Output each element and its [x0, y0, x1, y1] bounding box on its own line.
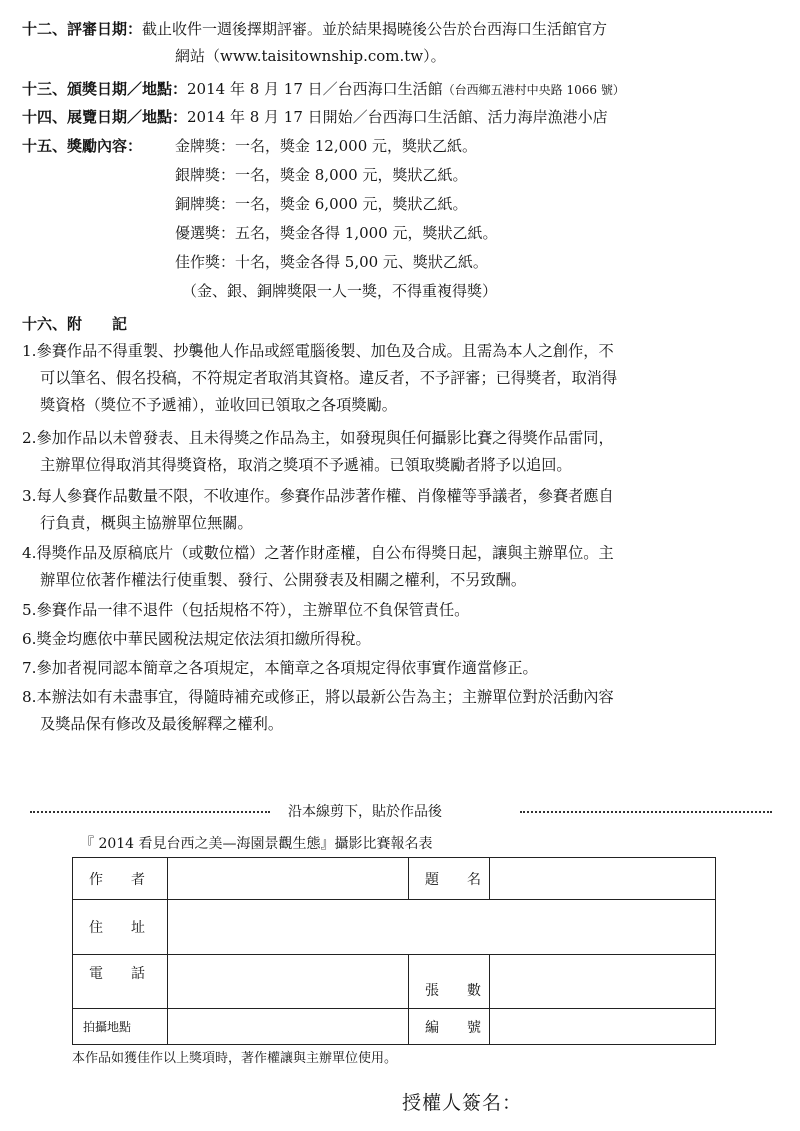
signature-label: 授權人簽名： — [402, 1092, 523, 1114]
cut-line-right — [520, 811, 772, 813]
prize-gold: 金牌獎：一名，獎金 12,000 元，獎狀乙紙。 — [175, 137, 478, 155]
form-title: 『 2014 看見台西之美—海園景觀生態』攝影比賽報名表 — [80, 836, 433, 852]
note-item-1: 1.參賽作品不得重製、抄襲他人作品或經電腦後製、加色及合成。且需為本人之創作，不 可以筆名、假名投稿，不符規定者取消其資格。違反者，不予評審；已得獎者，取消得 獎資格（獎位不予遞補），並收回已領取之各項獎勵。 — [22, 342, 618, 414]
count-field[interactable] — [490, 955, 716, 1009]
section-14-text: 2014 年 8 月 17 日開始／台西海口生活館、活力海岸漁港小店 — [187, 108, 608, 126]
note-item-4: 4.得獎作品及原稿底片（或數位檔）之著作財產權，自公布得獎日起，讓與主辦單位。主 辦單位依著作權法行使重製、發行、公開發表及相關之權利，不另致酬。 — [22, 544, 614, 589]
author-field[interactable] — [168, 858, 409, 900]
cut-line-label: 沿本線剪下，貼於作品後 — [288, 804, 442, 820]
section-13 — [22, 75, 625, 104]
section-14 — [22, 103, 608, 131]
prize-merit: 優選獎：五名，獎金各得 1,000 元，獎狀乙紙。 — [175, 224, 498, 242]
section-13-text: 2014 年 8 月 17 日／台西海口生活館 — [187, 80, 443, 98]
section-12-text: 截止收件一週後擇期評審。並於結果揭曉後公告於台西海口生活館官方 — [142, 20, 608, 38]
prize-bronze: 銅牌獎：一名，獎金 6,000 元，獎狀乙紙。 — [175, 195, 468, 213]
form-row-author — [73, 858, 716, 900]
prize-silver: 銀牌獎：一名，獎金 8,000 元，獎狀乙紙。 — [175, 166, 468, 184]
section-12-line2: 網站（www.taisitownship.com.tw）。 — [175, 47, 446, 65]
section-15-heading: 十五、獎勵內容： — [22, 137, 143, 155]
address-field[interactable] — [168, 900, 716, 955]
section-16-heading: 十六、附 記 — [22, 315, 128, 333]
title-field[interactable] — [490, 858, 716, 900]
phone-label: 電 話 — [73, 955, 168, 1009]
copyright-note: 本作品如獲佳作以上獎項時，著作權讓與主辦單位使用。 — [72, 1051, 398, 1066]
prize-honorable: 佳作獎：十名，獎金各得 5,00 元、獎狀乙紙。 — [175, 253, 488, 271]
title-label: 題 名 — [409, 858, 490, 900]
section-13-address: （台西鄉五港村中央路 1066 號） — [442, 83, 625, 97]
prize-note: （金、銀、銅牌獎限一人一獎，不得重複得獎） — [182, 282, 498, 300]
note-item-6: 6.獎金均應依中華民國稅法規定依法須扣繳所得稅。 — [22, 630, 371, 648]
section-13-heading: 十三、頒獎日期／地點： — [22, 80, 188, 98]
location-field[interactable] — [168, 1009, 409, 1045]
note-item-5: 5.參賽作品一律不退件（包括規格不符），主辦單位不負保管責任。 — [22, 601, 470, 619]
section-12 — [22, 15, 607, 43]
form-row-phone — [73, 955, 716, 1009]
note-item-7: 7.參加者視同認本簡章之各項規定，本簡章之各項規定得依事實作適當修正。 — [22, 659, 538, 677]
location-label: 拍攝地點 — [73, 1009, 168, 1045]
author-label: 作 者 — [73, 858, 168, 900]
phone-field[interactable] — [168, 955, 409, 1009]
section-14-heading: 十四、展覽日期／地點： — [22, 108, 188, 126]
registration-form-table — [72, 857, 716, 1045]
note-item-3: 3.每人參賽作品數量不限，不收連作。參賽作品涉著作權、肖像權等爭議者，參賽者應自 行負責，概與主協辦單位無關。 — [22, 487, 614, 532]
cut-line-left — [30, 811, 270, 813]
note-item-8: 8.本辦法如有未盡事宜，得隨時補充或修正，將以最新公告為主；主辦單位對於活動內容 及獎品保有修改及最後解釋之權利。 — [22, 688, 614, 733]
number-field[interactable] — [490, 1009, 716, 1045]
form-row-location — [73, 1009, 716, 1045]
count-label: 張 數 — [409, 955, 490, 1009]
note-item-2: 2.參加作品以未曾發表、且未得獎之作品為主，如發現與任何攝影比賽之得獎作品雷同， 主辦單位得取消其得獎資格，取消之獎項不予遞補。已領取獎勵者將予以追回。 — [22, 429, 614, 474]
address-label: 住 址 — [73, 900, 168, 955]
form-row-address — [73, 900, 716, 955]
number-label: 編 號 — [409, 1009, 490, 1045]
section-12-heading: 十二、評審日期： — [22, 20, 143, 38]
